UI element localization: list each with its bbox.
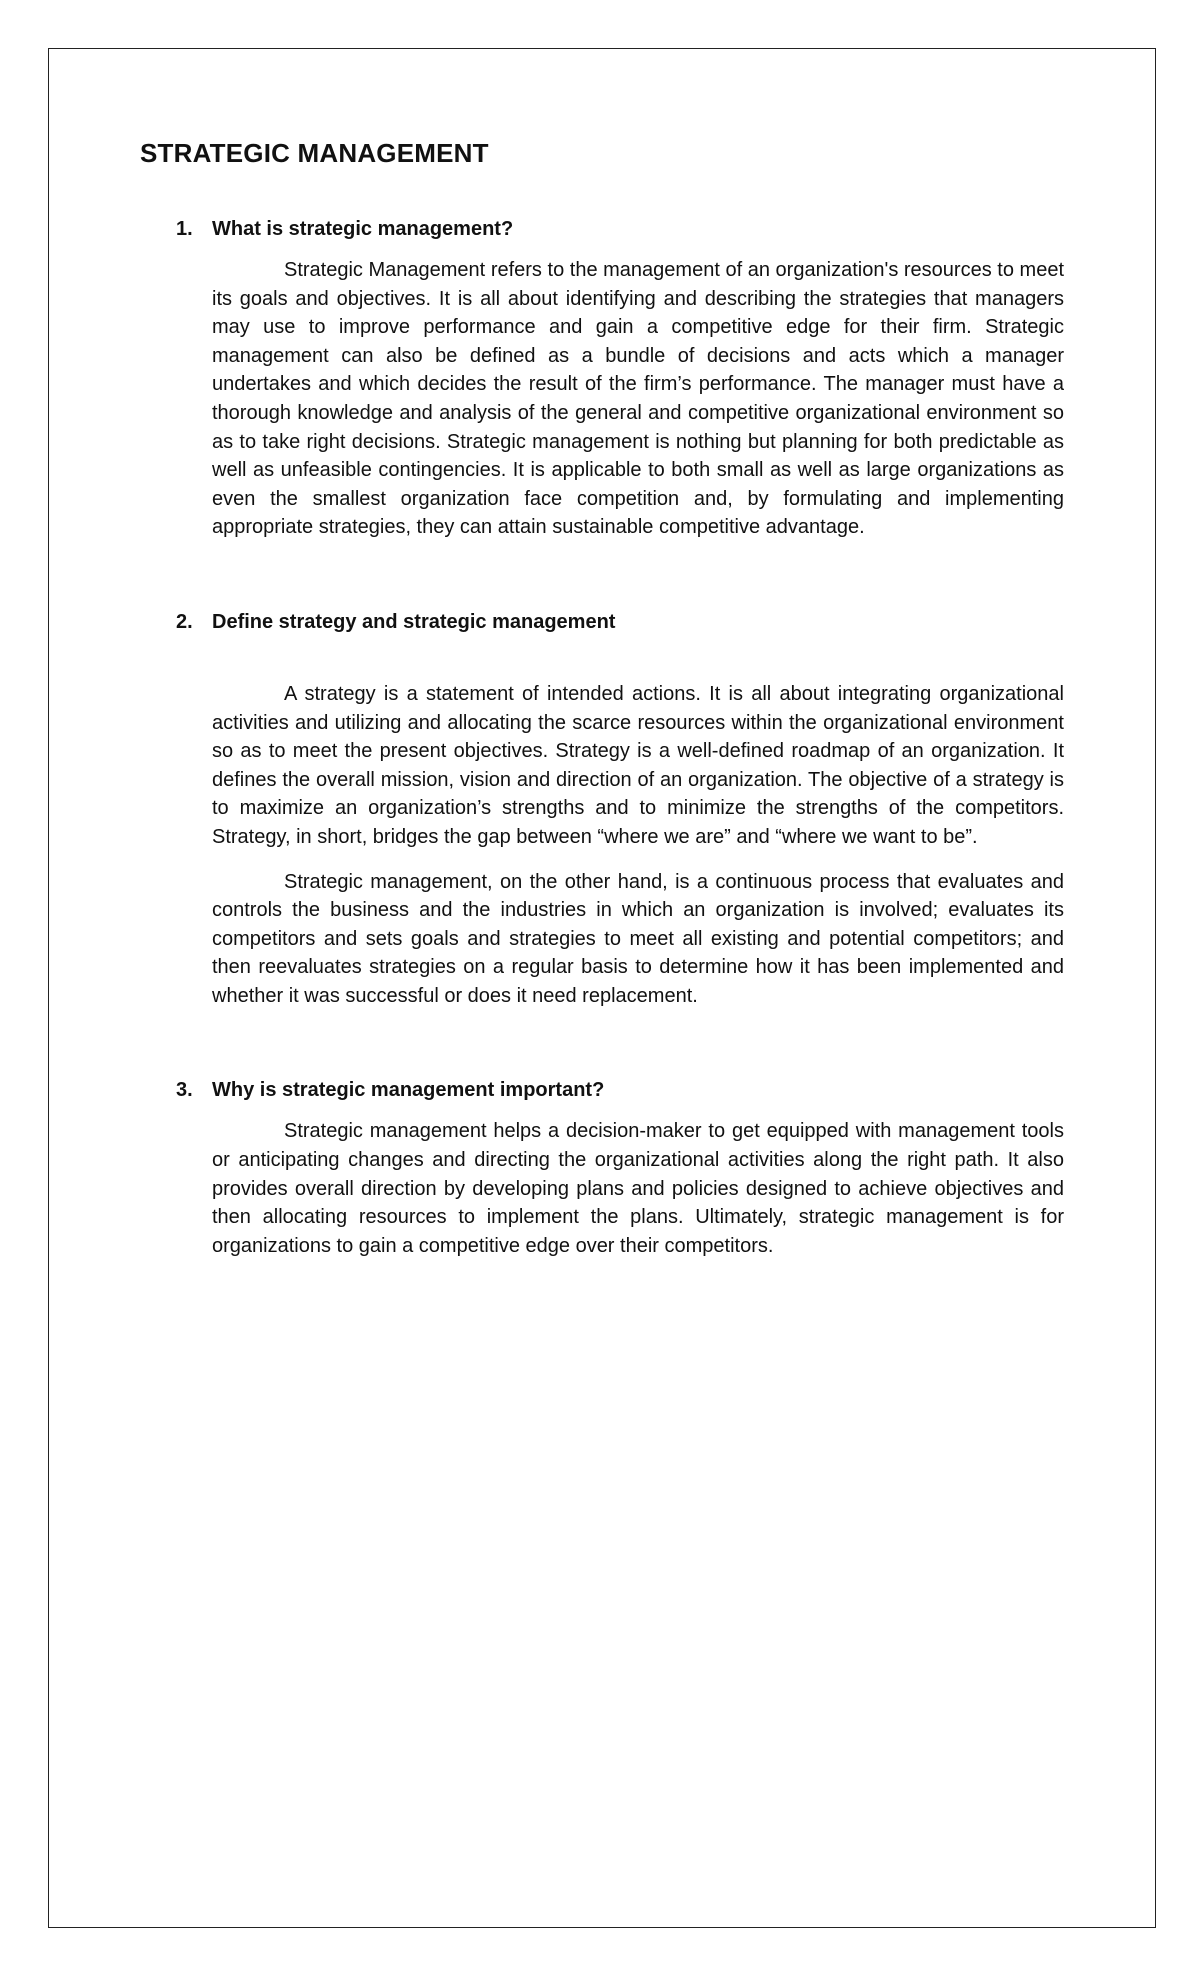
section-what-is-strategic-management <box>176 215 1064 542</box>
section-heading <box>176 215 1064 243</box>
section-number: 2. <box>176 610 193 633</box>
section-heading-text: Why is strategic management important? <box>212 1079 605 1102</box>
section-heading-text: What is strategic management? <box>212 218 514 240</box>
section-heading-text: Define strategy and strategic management <box>212 610 616 633</box>
paragraph: A strategy is a statement of intended actions. It is all about integrating organizational activities and utilizing and allocating the scarce resources within the organizational environment so as to meet the present objectives. Strategy is a well-defined roadmap of an organization. It defines the overall mission, vision and direction of an organization. The objective of a strategy is to maximize an organization’s strengths and to minimize the strengths of the competitors. Strategy, in short, bridges the gap between “where we are” and “where we want to be”. <box>212 682 1064 848</box>
section-define-strategy <box>176 608 1064 1011</box>
document-body <box>140 138 1064 1260</box>
section-number: 3. <box>176 1079 193 1102</box>
section-number: 1. <box>176 218 193 240</box>
paragraph: Strategic management, on the other hand, is a continuous process that evaluates and controls the business and the industries in which an organization is involved; evaluates its competitors and sets goals and strategies to meet all existing and potential competitors; and then reevaluates strategies on a regular basis to determine how it has been implemented and whether it was successful or does it need replacement. <box>212 870 1064 1007</box>
section-heading <box>176 608 1064 636</box>
paragraph: Strategic management helps a decision-maker to get equipped with management tools or anticipating changes and directing the organizational activities along the right path. It also provides overall direction by developing plans and policies designed to achieve objectives and then allocating resources to implement the plans. Ultimately, strategic management is for organizations to gain a competitive edge over their competitors. <box>212 1120 1064 1257</box>
section-why-important <box>176 1076 1064 1260</box>
paragraph: Strategic Management refers to the management of an organization's resources to meet its goals and objectives. It is all about identifying and describing the strategies that managers may use to improve performance and gain a competitive edge for their firm. Strategic management can also be defined as a bundle of decisions and acts which a manager undertakes and which decides the result of the firm’s performance. The manager must have a thorough knowledge and analysis of the general and competitive organizational environment so as to take right decisions. Strategic management is nothing but planning for both predictable as well as unfeasible contingencies. It is applicable to both small as well as large organizations as even the smallest organization face competition and, by formulating and implementing appropriate strategies, they can attain sustainable competitive advantage. <box>212 259 1064 539</box>
document-title: STRATEGIC MANAGEMENT <box>140 138 489 168</box>
section-heading <box>176 1076 1064 1104</box>
